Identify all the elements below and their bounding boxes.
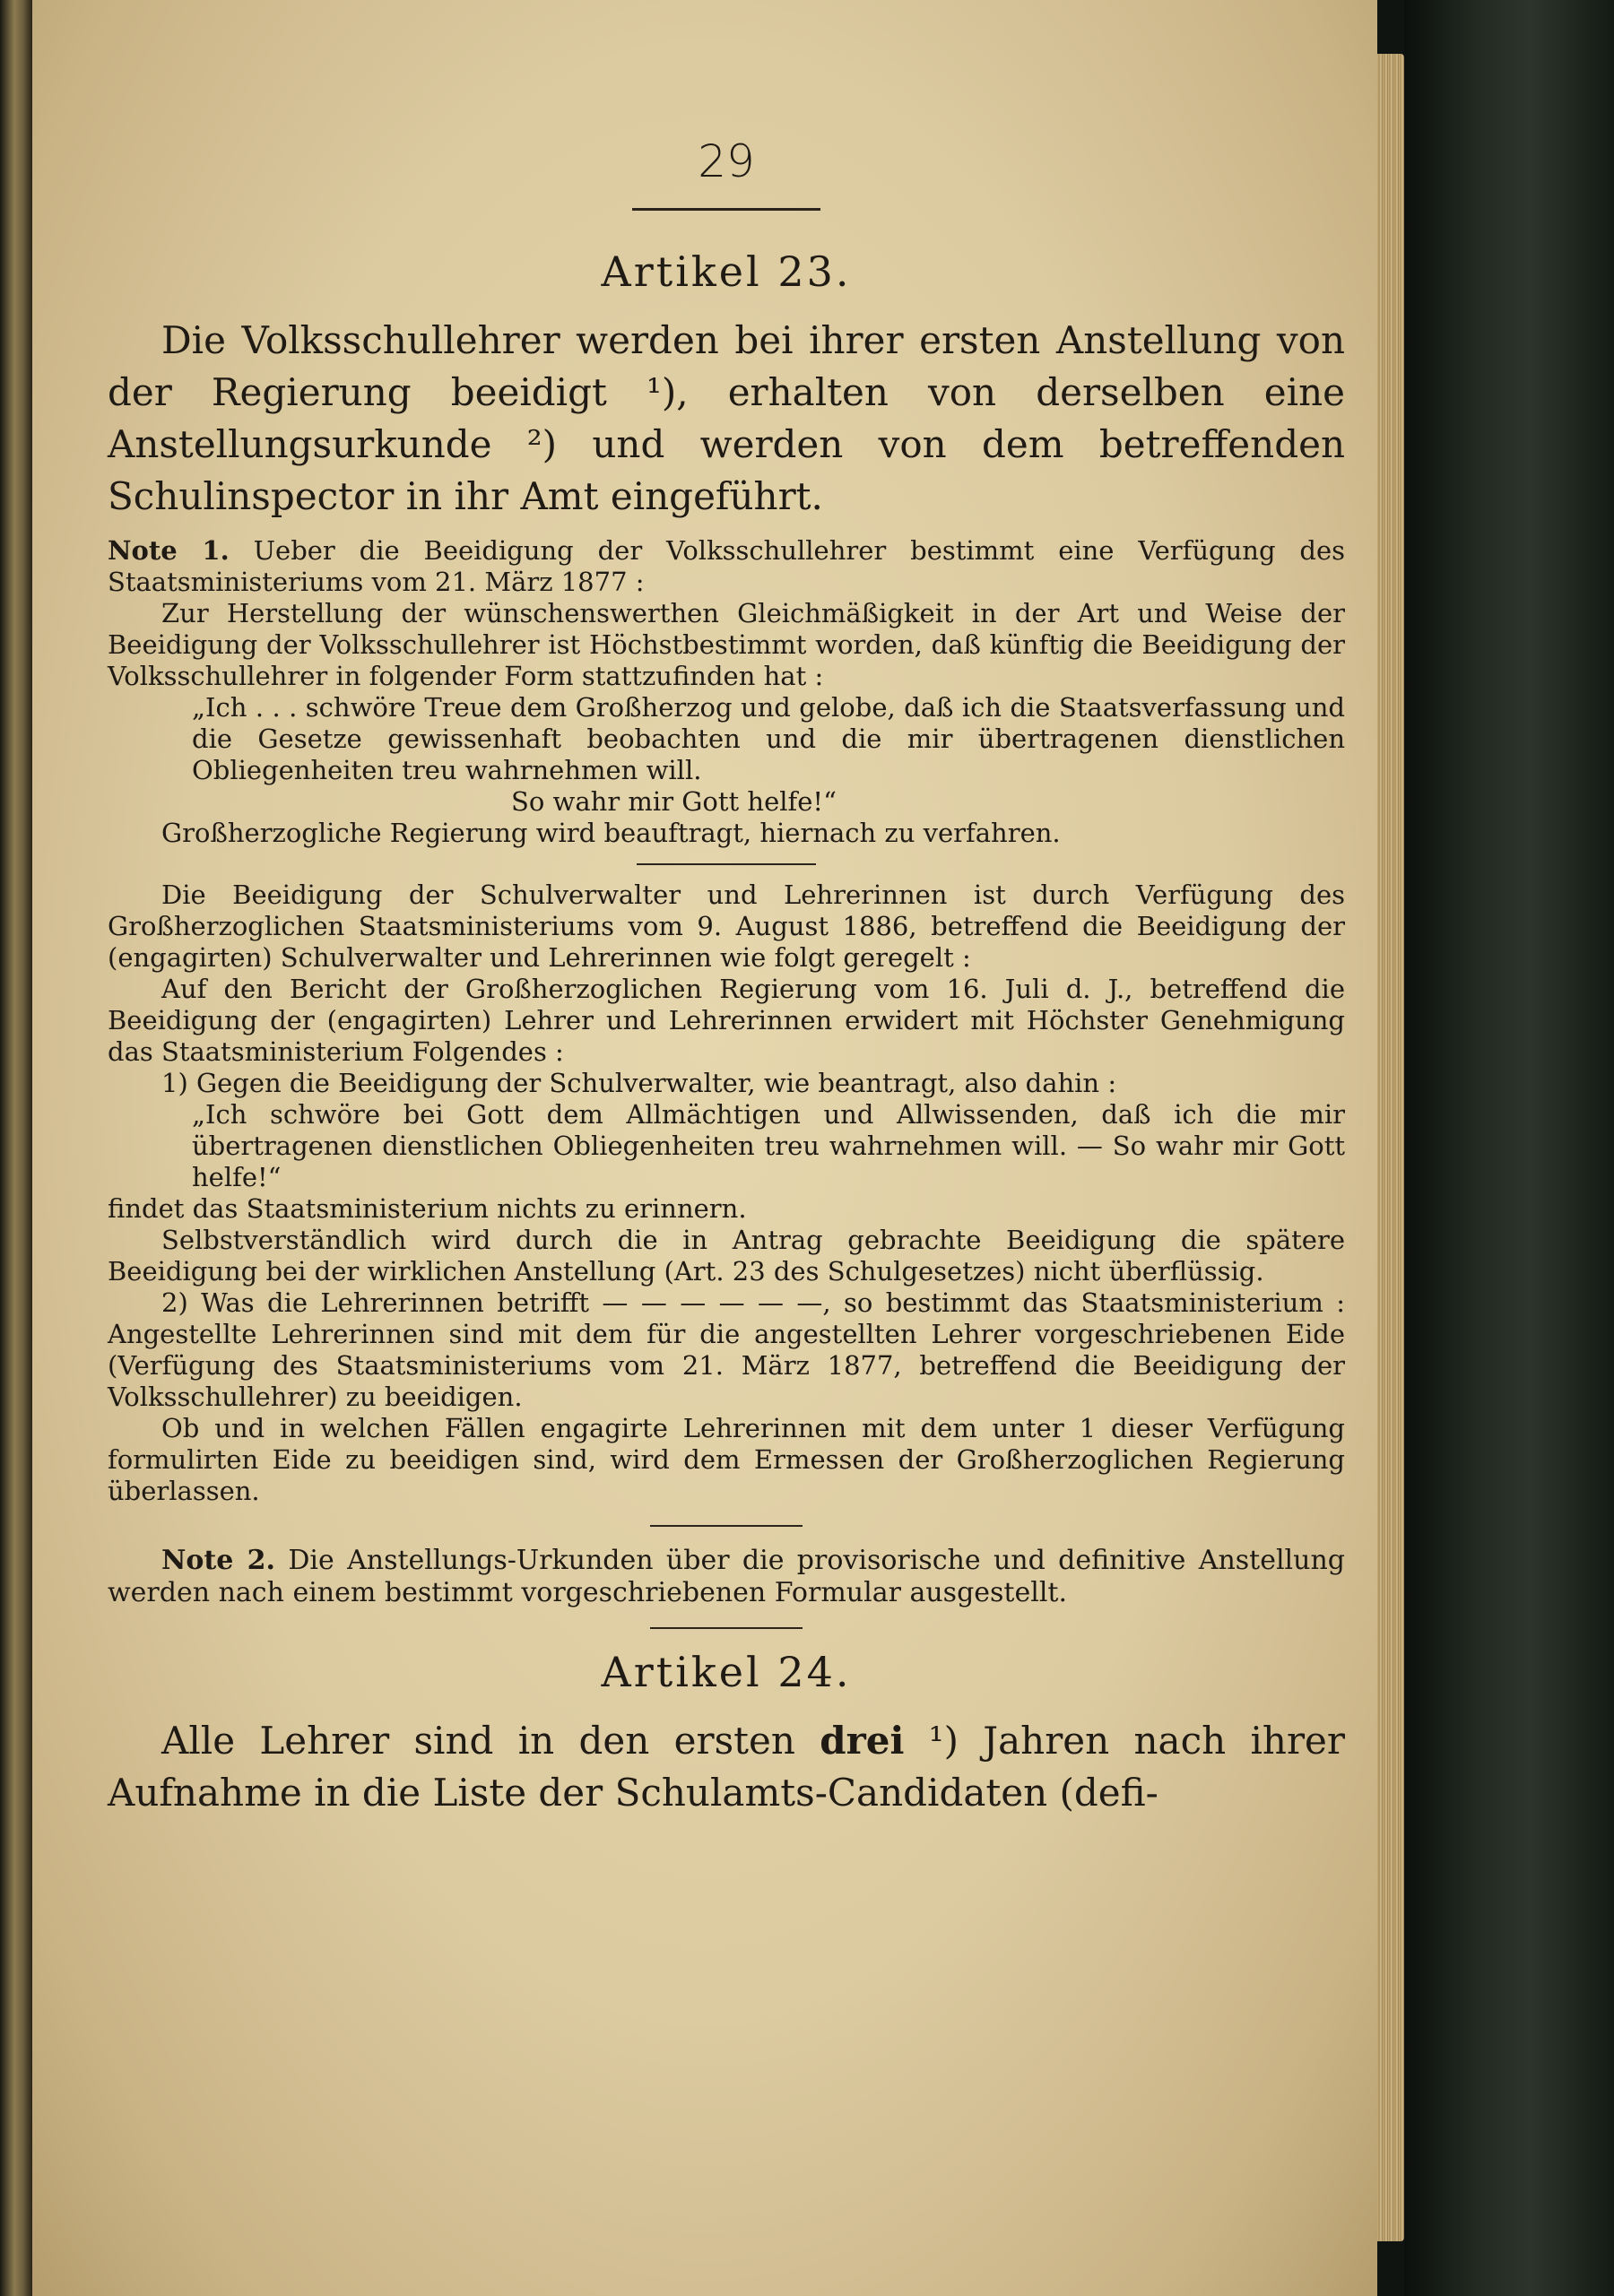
article-24-title: Artikel 24. — [601, 1648, 852, 1696]
article-23-text: Die Volksschullehrer werden bei ihrer ersten Anstellung von der Regierung beeidigt ¹), erhalten von derselben eine Anstellungsurkunde ²) und werden von dem betreffenden Schulinspector in ihr Amt eingeführt. — [108, 318, 1345, 518]
oath-quote: „Ich . . . schwöre Treue dem Großherzog und gelobe, daß ich die Staatsverfassung und die Gesetze gewissenhaft beobachten und die mir übertragenen dienstlichen Obliegenheiten treu wahrnehmen will. — [192, 692, 1345, 785]
section-2-paragraph: Selbstverständlich wird durch die in Antrag gebrachte Beeidigung die spätere Beeidigung bei der wirklichen Anstellung (Art. 23 des Schulgesetzes) nicht überflüssig. — [108, 1225, 1345, 1287]
page-block-edges — [1377, 54, 1404, 2241]
oath-closing: So wahr mir Gott helfe!“ — [511, 786, 837, 817]
book-cover — [1404, 0, 1614, 2296]
note-2 — [108, 1545, 1345, 1609]
section-divider — [650, 1525, 803, 1527]
note-2-text: Die Anstellungs-Urkunden über die provisorische und definitive Anstellung werden nach einem bestimmt vorgeschriebenen Formular ausgestellt. — [108, 1545, 1346, 1608]
page-content — [108, 134, 1345, 1832]
header-rule — [632, 208, 820, 211]
section-2-item-2: 2) Was die Lehrerinnen betrifft — — — — — —, so bestimmt das Staatsministerium : Angestellte Lehrerinnen sind mit dem für die angestellten Lehrer vorgeschriebenen Eide (Verfügung des Staatsministeriums vom 21. März 1877, betreffend die Beeidigung der Volksschullehrer) zu beeidigen. — [108, 1287, 1345, 1412]
section-2-paragraph: findet das Staatsministerium nichts zu erinnern. — [108, 1193, 747, 1224]
left-page-edge — [0, 0, 32, 2296]
article-24-text — [108, 1715, 1345, 1819]
section-divider — [637, 863, 816, 865]
note-1-line: Ueber die Beeidigung der Volksschullehrer bestimmt eine Verfügung des Staatsministeriums vom 21. März 1877 : — [108, 535, 1346, 597]
section-2-item-1: 1) Gegen die Beeidigung der Schulverwalter, wie beantragt, also dahin : — [161, 1068, 1117, 1098]
section-divider — [650, 1627, 803, 1629]
oath-quote-2: „Ich schwöre bei Gott dem Allmächtigen und Allwissenden, daß ich die mir übertragenen dienstlichen Obliegenheiten treu wahrnehmen will. — So wahr mir Gott helfe!“ — [192, 1099, 1345, 1192]
section-2-paragraph: Auf den Bericht der Großherzoglichen Regierung vom 16. Juli d. J., betreffend die Beeidigung der (engagirten) Lehrer und Lehrerinnen erwidert mit Höchster Genehmigung das Staatsministerium Folgendes : — [108, 974, 1345, 1067]
article-24-text-end: ¹) Jahren nach ihrer Aufnahme in die Liste der Schulamts-Candidaten (defi- — [108, 1719, 1345, 1815]
article-24-text-start: Alle Lehrer sind in den ersten — [161, 1719, 820, 1763]
note-1-paragraph: Zur Herstellung der wünschenswerthen Gleichmäßigkeit in der Art und Weise der Beeidigung der Volksschullehrer ist Höchstbestimmt worden, daß künftig die Beeidigung der Volksschullehrer in folgender Form stattzufinden hat : — [108, 598, 1345, 691]
note-1 — [108, 535, 1345, 598]
article-24-emphasis: drei — [820, 1719, 905, 1763]
section-2-paragraph: Ob und in welchen Fällen engagirte Lehrerinnen mit dem unter 1 dieser Verfügung formulirten Eide zu beeidigen sind, wird dem Ermessen der Großherzoglichen Regierung überlassen. — [108, 1413, 1345, 1506]
article-23-title: Artikel 23. — [601, 247, 852, 296]
section-2-paragraph: Die Beeidigung der Schulverwalter und Lehrerinnen ist durch Verfügung des Großherzoglichen Staatsministeriums vom 9. August 1886, betreffend die Beeidigung der (engagirten) Schulverwalter und Lehrerinnen wie folgt geregelt : — [108, 879, 1345, 973]
note-1-instruction: Großherzogliche Regierung wird beauftragt, hiernach zu verfahren. — [161, 818, 1061, 848]
note-1-label: Note 1. — [108, 535, 230, 566]
page-number: 29 — [698, 135, 755, 187]
note-2-label: Note 2. — [161, 1545, 275, 1576]
